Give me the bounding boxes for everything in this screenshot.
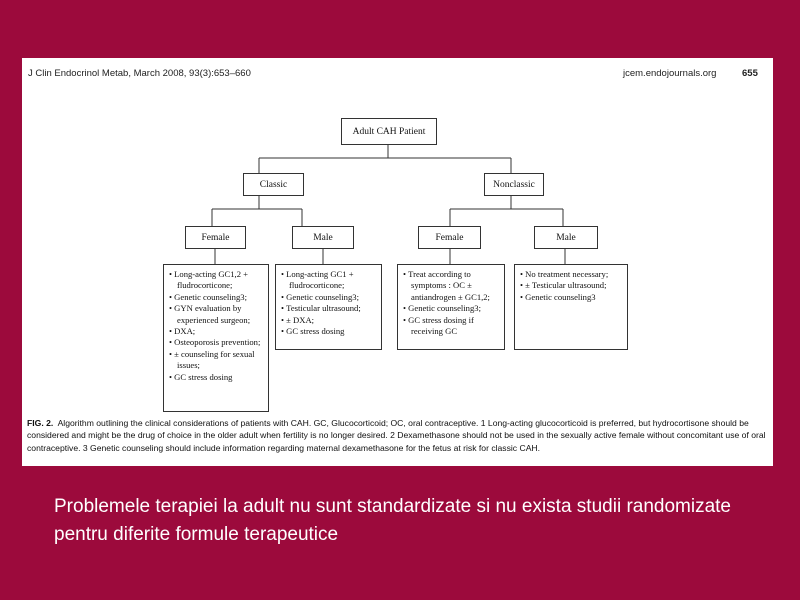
nonclassic-label: Nonclassic	[493, 179, 535, 190]
recommendation-item: • Treat according to symptoms : OC ± antiandrogen ± GC1,2;	[403, 269, 500, 303]
journal-figure	[22, 58, 773, 466]
recommendation-item: • Genetic counseling3;	[281, 292, 377, 303]
nonclassic-male-node	[534, 226, 598, 249]
recommendation-item: • Osteoporosis prevention;	[169, 337, 264, 348]
nonclassic-node	[484, 173, 544, 196]
journal-citation: J Clin Endocrinol Metab, March 2008, 93(3):653–660	[28, 68, 251, 79]
recommendation-item: • GYN evaluation by experienced surgeon;	[169, 303, 264, 326]
figure-caption-text: Algorithm outlining the clinical considerations of patients with CAH. GC, Glucocorticoid; OC, oral contraceptive. 1 Long-acting glucocorticoid is preferred, but hydrocortisone should be considered and might be the drug of choice in the older adult when fertility is no longer desired. 2 Dexamethasone should not be used in the sexually active female without concomitant use of oral contraceptive. 3 Genetic counseling should include information regarding maternal dexamethasone for the fetus at risk for classic CAH.	[27, 418, 766, 453]
recommendation-item: • Genetic counseling3	[520, 292, 623, 303]
nonclassic-female-recommendations	[397, 264, 505, 350]
recommendation-item: • ± DXA;	[281, 315, 377, 326]
root-label: Adult CAH Patient	[352, 126, 426, 137]
recommendation-item: • Testicular ultrasound;	[281, 303, 377, 314]
connector-lines	[22, 58, 773, 418]
recommendation-item: • GC stress dosing if receiving GC	[403, 315, 500, 338]
recommendation-item: • GC stress dosing	[281, 326, 377, 337]
nonclassic-female-label: Female	[435, 232, 464, 243]
recommendation-item: • GC stress dosing	[169, 372, 264, 383]
recommendation-item: • DXA;	[169, 326, 264, 337]
recommendation-item: • Long-acting GC1 + fludrocorticone;	[281, 269, 377, 292]
classic-female-node	[185, 226, 246, 249]
classic-node	[243, 173, 304, 196]
recommendation-item: • No treatment necessary;	[520, 269, 623, 280]
classic-male-recommendations	[275, 264, 382, 350]
classic-label: Classic	[259, 179, 288, 190]
classic-male-node	[292, 226, 354, 249]
recommendation-item: • Genetic counseling3;	[169, 292, 264, 303]
slide-body-text: Problemele terapiei la adult nu sunt standardizate si nu exista studii randomizate pentru diferite formule terapeutice	[54, 496, 731, 545]
figure-caption	[27, 417, 767, 454]
classic-female-label: Female	[201, 232, 230, 243]
nonclassic-male-label: Male	[556, 232, 576, 243]
figure-label: FIG. 2.	[27, 418, 54, 428]
recommendation-item: • Long-acting GC1,2 + fludrocorticone;	[169, 269, 264, 292]
nonclassic-male-recommendations	[514, 264, 628, 350]
root-node	[341, 118, 437, 145]
recommendation-item: • ± Testicular ultrasound;	[520, 280, 623, 291]
nonclassic-female-node	[418, 226, 481, 249]
recommendation-item: • Genetic counseling3;	[403, 303, 500, 314]
recommendation-item: • ± counseling for sexual issues;	[169, 349, 264, 372]
page-number: 655	[742, 68, 758, 79]
journal-website: jcem.endojournals.org	[623, 68, 717, 79]
classic-male-label: Male	[313, 232, 333, 243]
classic-female-recommendations	[163, 264, 269, 412]
